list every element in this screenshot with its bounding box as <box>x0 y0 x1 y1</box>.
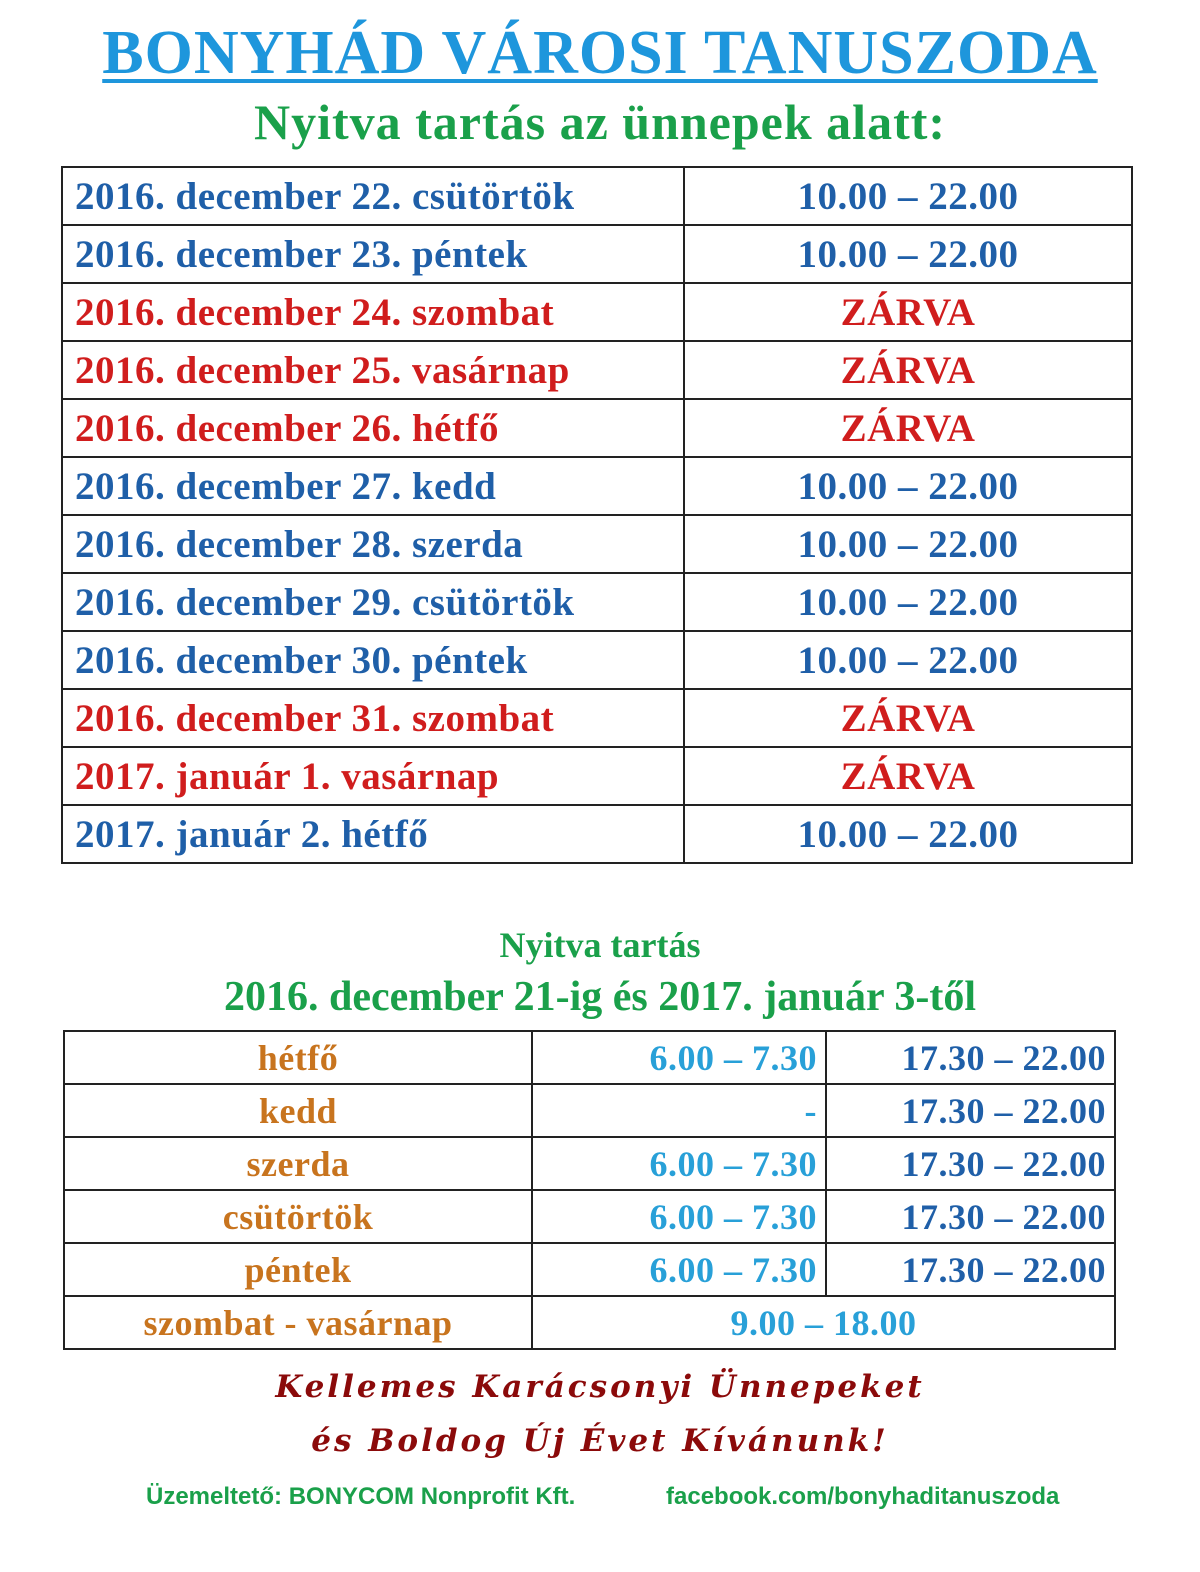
evening-hours: 17.30 – 22.00 <box>826 1137 1115 1190</box>
morning-hours: 6.00 – 7.30 <box>532 1190 826 1243</box>
holiday-date: 2016. december 28. szerda <box>62 515 684 573</box>
holiday-date: 2016. december 24. szombat <box>62 283 684 341</box>
opening-hours: 10.00 – 22.00 <box>684 167 1132 225</box>
holiday-row <box>62 631 1132 689</box>
regular-row <box>64 1031 1115 1084</box>
regular-row <box>64 1137 1115 1190</box>
opening-hours: 10.00 – 22.00 <box>684 805 1132 863</box>
opening-hours: 10.00 – 22.00 <box>684 631 1132 689</box>
weekend-hours: 9.00 – 18.00 <box>532 1296 1115 1349</box>
weekday-name: szerda <box>64 1137 532 1190</box>
regular-heading: Nyitva tartás <box>499 925 701 965</box>
holiday-row <box>62 573 1132 631</box>
opening-hours: 10.00 – 22.00 <box>684 573 1132 631</box>
holiday-schedule-table <box>61 166 1133 864</box>
opening-hours: 10.00 – 22.00 <box>684 225 1132 283</box>
weekday-name: csütörtök <box>64 1190 532 1243</box>
closed-label: ZÁRVA <box>684 747 1132 805</box>
closed-label: ZÁRVA <box>684 689 1132 747</box>
holiday-row <box>62 399 1132 457</box>
holiday-date: 2016. december 22. csütörtök <box>62 167 684 225</box>
closed-label: ZÁRVA <box>684 283 1132 341</box>
holiday-date: 2017. január 1. vasárnap <box>62 747 684 805</box>
regular-row <box>64 1190 1115 1243</box>
weekday-name: péntek <box>64 1243 532 1296</box>
holiday-row <box>62 225 1132 283</box>
holiday-date: 2016. december 31. szombat <box>62 689 684 747</box>
holiday-date: 2016. december 25. vasárnap <box>62 341 684 399</box>
evening-hours: 17.30 – 22.00 <box>826 1084 1115 1137</box>
morning-hours: - <box>532 1084 826 1137</box>
weekend-row <box>64 1296 1115 1349</box>
holiday-row <box>62 283 1132 341</box>
evening-hours: 17.30 – 22.00 <box>826 1243 1115 1296</box>
closed-label: ZÁRVA <box>684 399 1132 457</box>
evening-hours: 17.30 – 22.00 <box>826 1190 1115 1243</box>
holiday-row <box>62 341 1132 399</box>
morning-hours: 6.00 – 7.30 <box>532 1031 826 1084</box>
regular-schedule-table <box>63 1030 1116 1350</box>
holiday-date: 2016. december 29. csütörtök <box>62 573 684 631</box>
holiday-row <box>62 689 1132 747</box>
holiday-row <box>62 457 1132 515</box>
holiday-row <box>62 515 1132 573</box>
holiday-date: 2016. december 26. hétfő <box>62 399 684 457</box>
holiday-date: 2017. január 2. hétfő <box>62 805 684 863</box>
morning-hours: 6.00 – 7.30 <box>532 1243 826 1296</box>
holiday-heading: Nyitva tartás az ünnepek alatt: <box>253 94 947 150</box>
greeting-line-1: Kellemes Karácsonyi Ünnepeket <box>275 1369 925 1405</box>
closed-label: ZÁRVA <box>684 341 1132 399</box>
holiday-row <box>62 167 1132 225</box>
opening-hours: 10.00 – 22.00 <box>684 515 1132 573</box>
greeting-line-2: és Boldog Új Évet Kívánunk! <box>311 1423 889 1459</box>
holiday-row <box>62 805 1132 863</box>
holiday-row <box>62 747 1132 805</box>
regular-period: 2016. december 21-ig és 2017. január 3-től <box>223 974 977 1020</box>
holiday-date: 2016. december 30. péntek <box>62 631 684 689</box>
weekend-name: szombat - vasárnap <box>64 1296 532 1349</box>
regular-row <box>64 1084 1115 1137</box>
evening-hours: 17.30 – 22.00 <box>826 1031 1115 1084</box>
opening-hours: 10.00 – 22.00 <box>684 457 1132 515</box>
operator-text: Üzemeltető: BONYCOM Nonprofit Kft. <box>146 1483 576 1510</box>
holiday-date: 2016. december 27. kedd <box>62 457 684 515</box>
holiday-date: 2016. december 23. péntek <box>62 225 684 283</box>
page-title: BONYHÁD VÁROSI TANUSZODA <box>102 19 1098 87</box>
morning-hours: 6.00 – 7.30 <box>532 1137 826 1190</box>
facebook-link[interactable]: facebook.com/bonyhaditanuszoda <box>666 1483 1060 1510</box>
weekday-name: hétfő <box>64 1031 532 1084</box>
weekday-name: kedd <box>64 1084 532 1137</box>
regular-row <box>64 1243 1115 1296</box>
